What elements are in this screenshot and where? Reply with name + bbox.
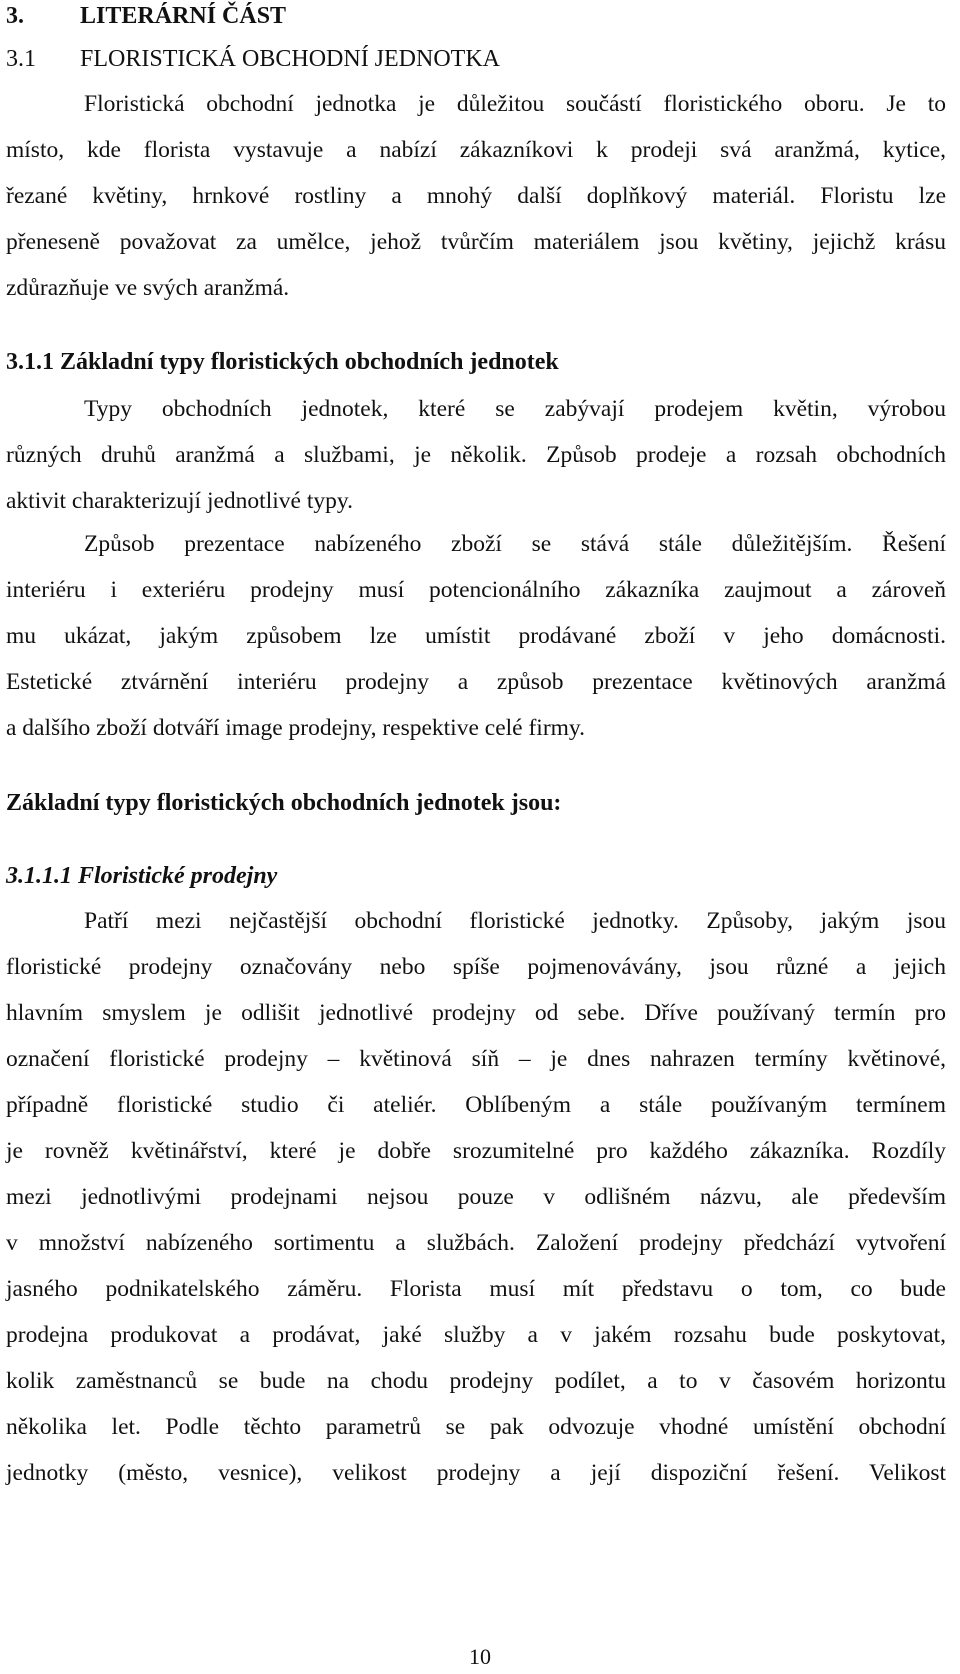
- chapter-title: LITERÁRNÍ ČÁST: [80, 3, 287, 29]
- paragraph-line: přeneseně považovat za umělce, jehož tvůrčím materiálem jsou květiny, jejichž krásu: [6, 229, 946, 255]
- paragraph-line: v množství nabízeného sortimentu a službách. Založení prodejny předchází vytvoření: [6, 1230, 946, 1256]
- paragraph-line: označení floristické prodejny – květinová síň – je dnes nahrazen termíny květinové,: [6, 1046, 946, 1072]
- paragraph-line: floristické prodejny označovány nebo spíše pojmenovávány, jsou různé a jejich: [6, 954, 946, 980]
- paragraph-line: interiéru i exteriéru prodejny musí potencionálního zákazníka zaujmout a zároveň: [6, 577, 946, 603]
- subsection-heading: 3.1.1 Základní typy floristických obchodních jednotek: [6, 349, 559, 375]
- paragraph-line: aktivit charakterizují jednotlivé typy.: [6, 488, 353, 514]
- paragraph-line: Floristická obchodní jednotka je důležitou součástí floristického oboru. Je to: [84, 91, 946, 117]
- paragraph-line: Způsob prezentace nabízeného zboží se stává stále důležitějším. Řešení: [84, 531, 946, 557]
- paragraph-line: Estetické ztvárnění interiéru prodejny a způsob prezentace květinových aranžmá: [6, 669, 946, 695]
- paragraph-line: a dalšího zboží dotváří image prodejny, respektive celé firmy.: [6, 715, 586, 741]
- paragraph-line: Typy obchodních jednotek, které se zabývají prodejem květin, výrobou: [84, 396, 946, 422]
- paragraph-line: mezi jednotlivými prodejnami nejsou pouze v odlišném názvu, ale především: [6, 1184, 946, 1210]
- paragraph-line: prodejna produkovat a prodávat, jaké služby a v jakém rozsahu bude poskytovat,: [6, 1322, 946, 1348]
- section-title: FLORISTICKÁ OBCHODNÍ JEDNOTKA: [80, 46, 500, 72]
- paragraph-line: řezané květiny, hrnkové rostliny a mnohý další doplňkový materiál. Floristu lze: [6, 183, 946, 209]
- paragraph-line: místo, kde florista vystavuje a nabízí zákazníkovi k prodeji svá aranžmá, kytice,: [6, 137, 946, 163]
- paragraph-line: případně floristické studio či ateliér. Oblíbeným a stále používaným termínem: [6, 1092, 946, 1118]
- list-heading: Základní typy floristických obchodních jednotek jsou:: [6, 790, 562, 816]
- paragraph-line: hlavním smyslem je odlišit jednotlivé prodejny od sebe. Dříve používaný termín pro: [6, 1000, 946, 1026]
- paragraph-line: jasného podnikatelského záměru. Florista musí mít představu o tom, co bude: [6, 1276, 946, 1302]
- section-heading: [6, 44, 946, 74]
- subsubsection-heading: 3.1.1.1 Floristické prodejny: [6, 863, 278, 889]
- paragraph-line: několika let. Podle těchto parametrů se pak odvozuje vhodné umístění obchodní: [6, 1414, 946, 1440]
- paragraph-line: Patří mezi nejčastější obchodní floristické jednotky. Způsoby, jakým jsou: [84, 908, 946, 934]
- page-number: 10: [469, 1644, 491, 1669]
- chapter-heading: [6, 1, 946, 31]
- paragraph-line: zdůrazňuje ve svých aranžmá.: [6, 275, 290, 301]
- chapter-number: 3.: [6, 3, 24, 29]
- paragraph-line: jednotky (město, vesnice), velikost prodejny a její dispoziční řešení. Velikost: [6, 1460, 946, 1486]
- paragraph-line: různých druhů aranžmá a službami, je několik. Způsob prodeje a rozsah obchodních: [6, 442, 946, 468]
- paragraph-line: mu ukázat, jakým způsobem lze umístit prodávané zboží v jeho domácnosti.: [6, 623, 946, 649]
- section-number: 3.1: [6, 46, 36, 72]
- paragraph-line: je rovněž květinářství, které je dobře srozumitelné pro každého zákazníka. Rozdíly: [6, 1138, 946, 1164]
- paragraph-line: kolik zaměstnanců se bude na chodu prodejny podílet, a to v časovém horizontu: [6, 1368, 946, 1394]
